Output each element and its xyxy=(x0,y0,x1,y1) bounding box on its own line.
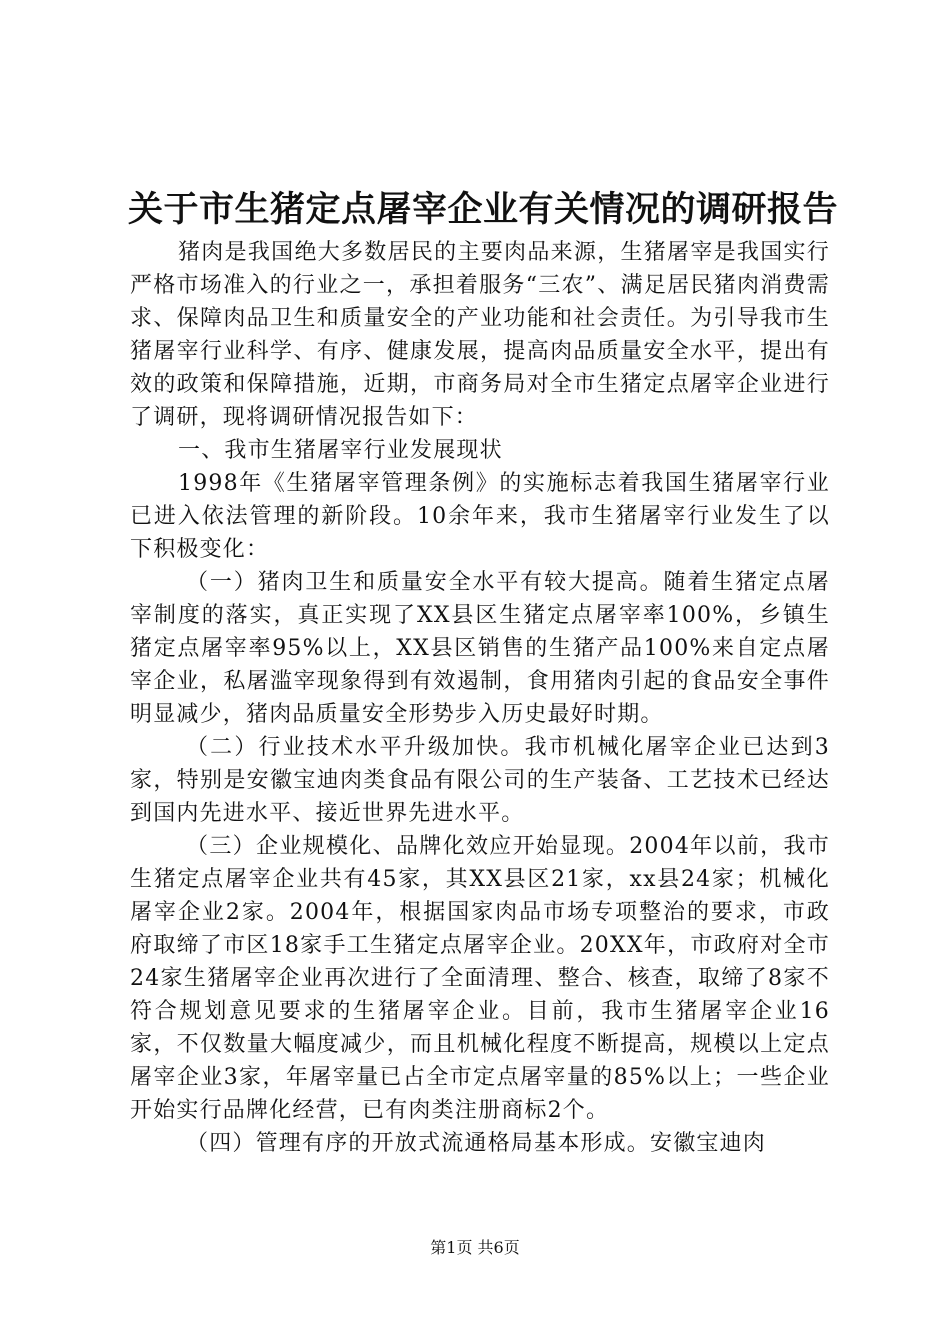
intro-paragraph: 猪肉是我国绝大多数居民的主要肉品来源，生猪屠宰是我国实行严格市场准入的行业之一，承担着服务“三农”、满足居民猪肉消费需求、保障肉品卫生和质量安全的产业功能和社会责任。为引导我市生猪屠宰行业科学、有序、健康发展，提高肉品质量安全水平，提出有效的政策和保障措施，近期，市商务局对全市生猪定点屠宰企业进行了调研，现将调研情况报告如下： xyxy=(130,240,830,430)
paragraph-item-4: （四）管理有序的开放式流通格局基本形成。安徽宝迪肉 xyxy=(186,1131,767,1156)
paragraph-item-3: （三）企业规模化、品牌化效应开始显现。2004年以前，我市生猪定点屠宰企业共有45家，其XX县区21家，xx县24家；机械化屠宰企业2家。2004年，根据国家肉品市场专项整治的要求，市政府取缔了市区18家手工生猪定点屠宰企业。20XX年，市政府对全市24家生猪屠宰企业再次进行了全面清理、整合、核查，取缔了8家不符合规划意见要求的生猪屠宰企业。目前，我市生猪屠宰企业16家，不仅数量大幅度减少，而且机械化程度不断提高，规模以上定点屠宰企业3家，年屠宰量已占全市定点屠宰量的85%以上；一些企业开始实行品牌化经营，已有肉类注册商标2个。 xyxy=(130,834,830,1123)
document-title: 关于市生猪定点屠宰企业有关情况的调研报告 xyxy=(128,190,839,230)
paragraph-item-1: （一）猪肉卫生和质量安全水平有较大提高。随着生猪定点屠宰制度的落实，真正实现了XX县区生猪定点屠宰率100%，乡镇生猪定点屠宰率95%以上，XX县区销售的生猪产品100%来自定点屠宰企业，私屠滥宰现象得到有效遏制，食用猪肉引起的食品安全事件明显减少，猪肉品质量安全形势步入历史最好时期。 xyxy=(130,570,830,727)
paragraph-regulation: 1998年《生猪屠宰管理条例》的实施标志着我国生猪屠宰行业已进入依法管理的新阶段。10余年来，我市生猪屠宰行业发生了以下积极变化： xyxy=(130,471,830,562)
section-heading-1: 一、我市生猪屠宰行业发展现状 xyxy=(178,438,503,463)
document-body xyxy=(130,236,830,1160)
page-number-footer: 第1页 共6页 xyxy=(430,1238,520,1257)
paragraph-item-2: （二）行业技术水平升级加快。我市机械化屠宰企业已达到3家，特别是安徽宝迪肉类食品有限公司的生产装备、工艺技术已经达到国内先进水平、接近世界先进水平。 xyxy=(130,735,830,826)
